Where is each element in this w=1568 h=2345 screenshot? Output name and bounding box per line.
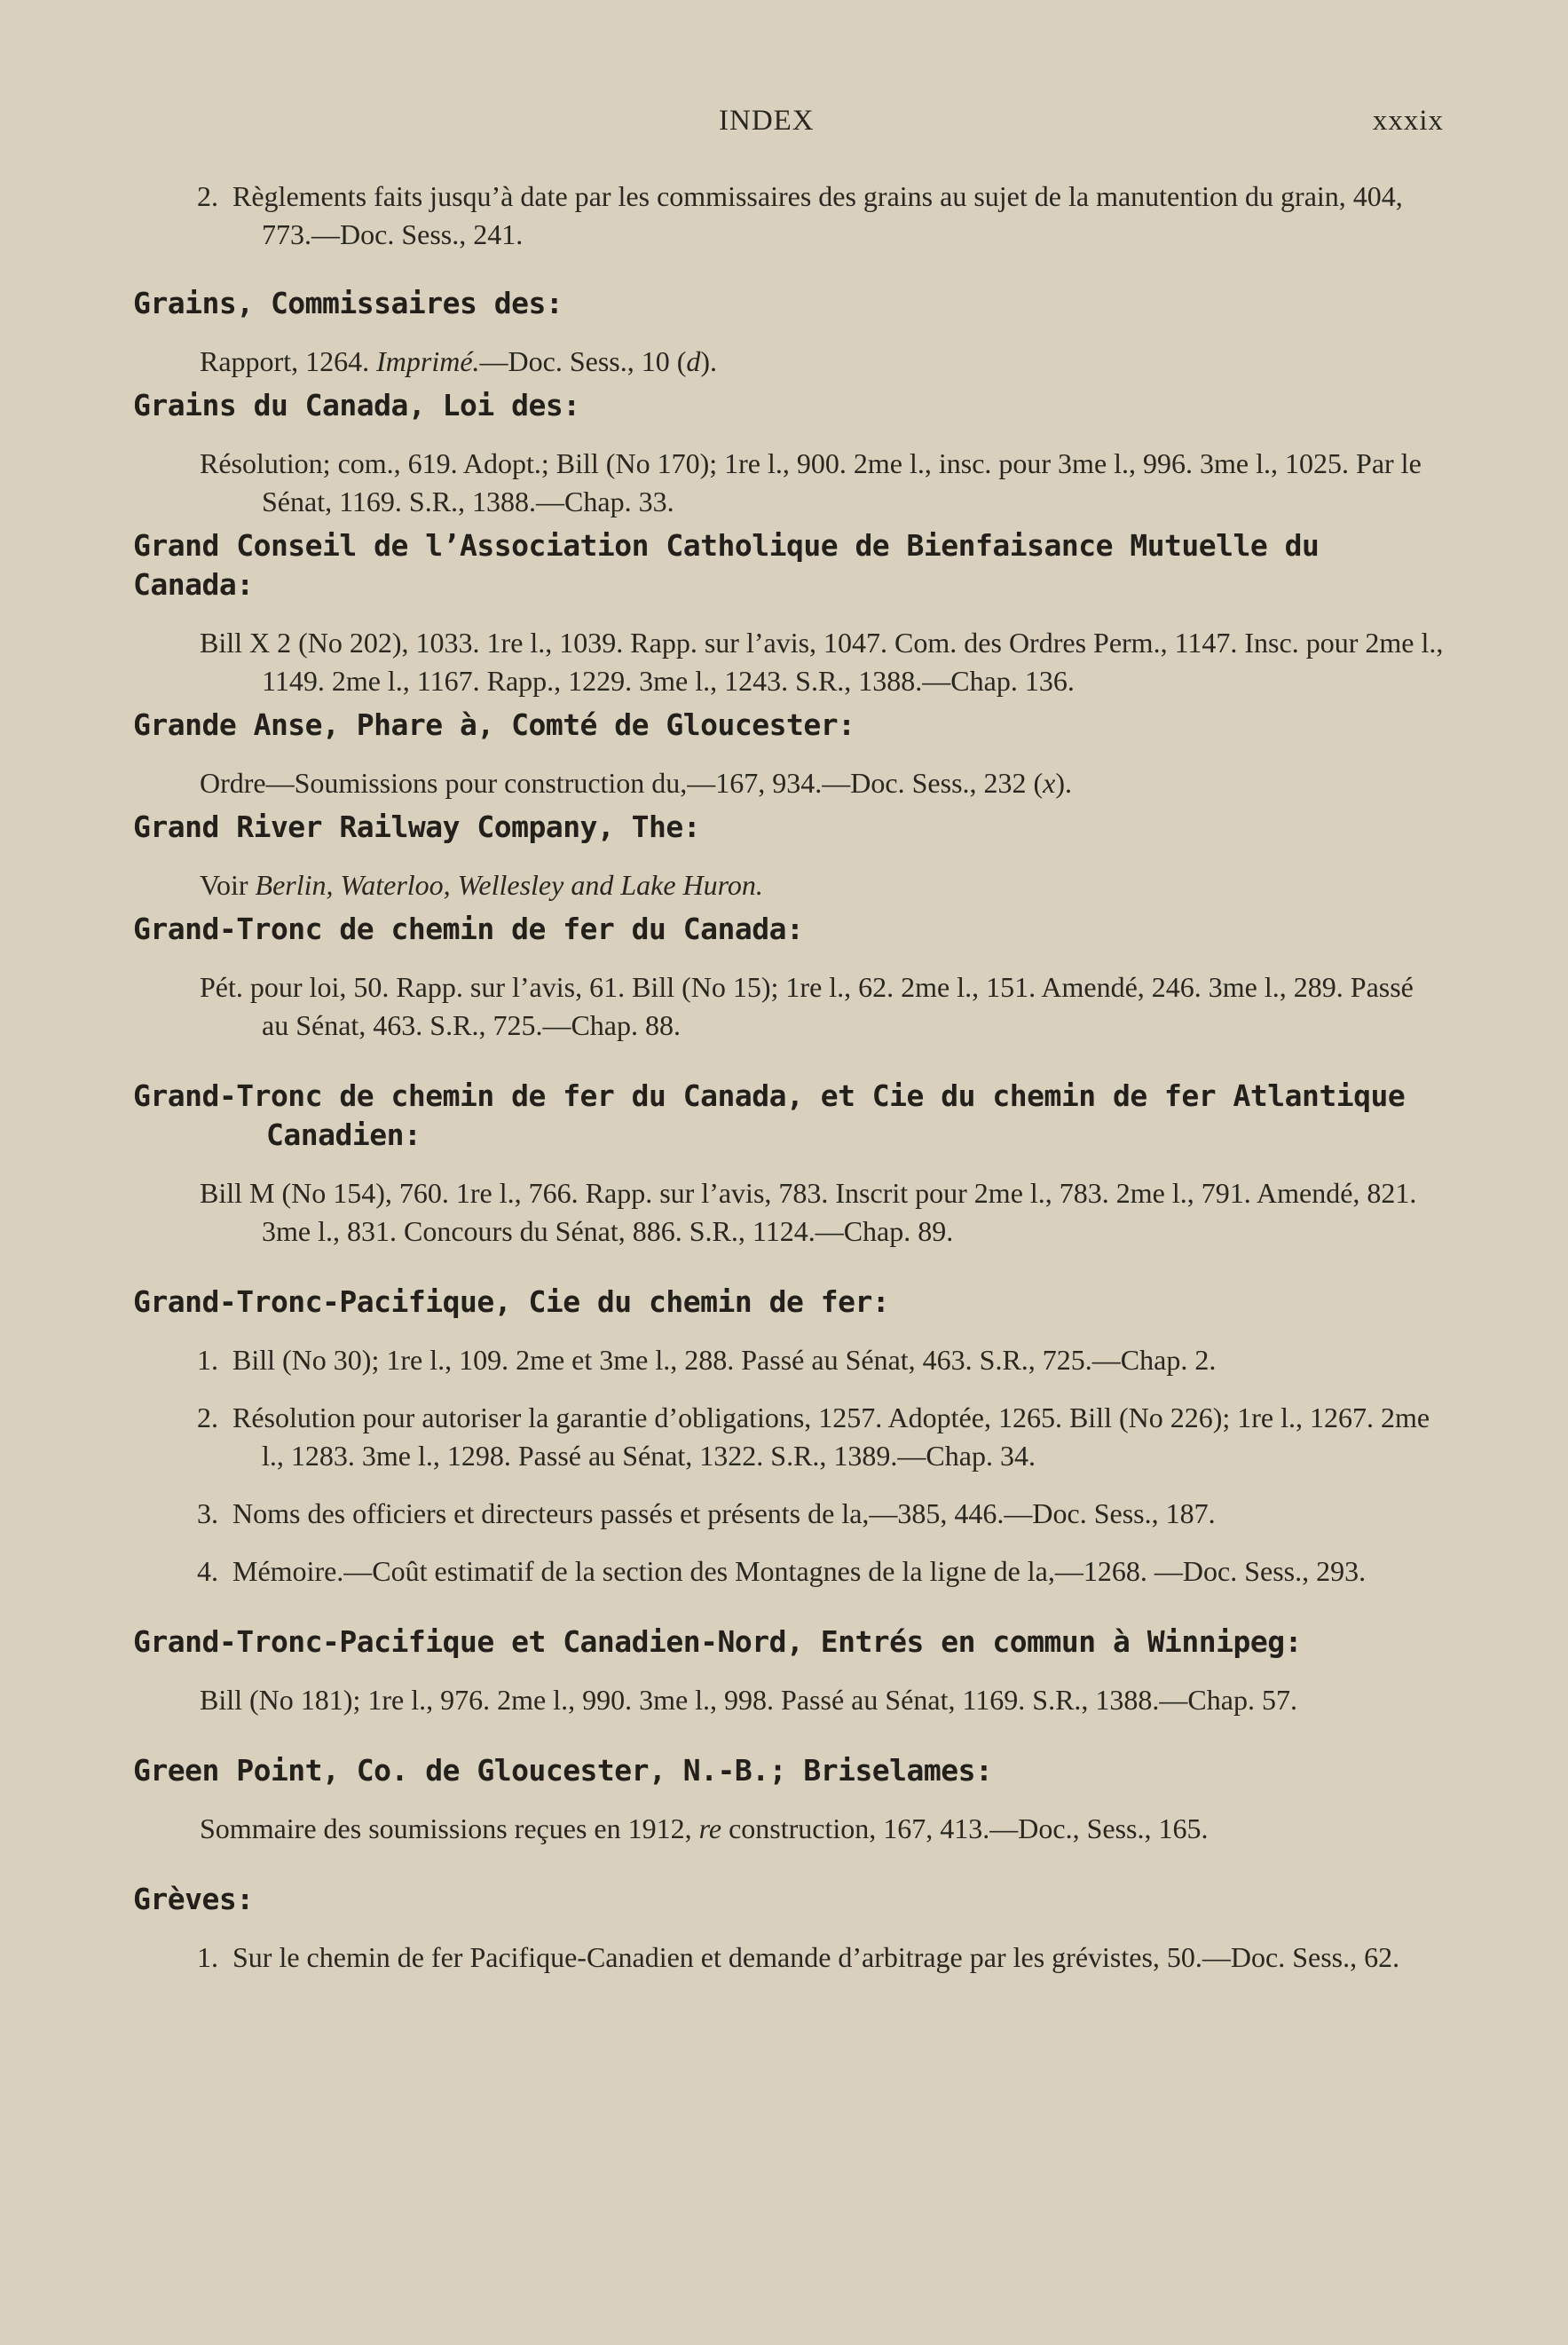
paragraph-text: Bill (No 30); 1re l., 109. 2me et 3me l., 288. Passé au Sénat, 463. S.R., 725.—Chap. 2. [232, 1344, 1217, 1376]
paragraph-text: Sur le chemin de fer Pacifique-Canadien et demande d’arbitrage par les grévistes, 50.—Doc. Sess., 62. [232, 1941, 1400, 1973]
running-header [133, 105, 1444, 140]
entry-paragraph [133, 1810, 1446, 1848]
index-content [133, 178, 1446, 1996]
entry-paragraph [133, 178, 1446, 254]
entry-heading: Grand-Tronc de chemin de fer du Canada: [133, 912, 804, 946]
paragraph-text: Noms des officiers et directeurs passés et présents de la,—385, 446.—Doc. Sess., 187. [232, 1497, 1216, 1529]
paragraph-text: Résolution pour autoriser la garantie d’obligations, 1257. Adoptée, 1265. Bill (No 226); 1re l., 1267. 2me l., 1283. 3me l., 1298. Passé au Sénat, 1322. S.R., 1389.—Chap. 34. [232, 1401, 1430, 1472]
entry-heading: Grande Anse, Phare à, Comté de Gloucester: [133, 707, 855, 742]
entry-paragraph: Bill (No 181); 1re l., 976. 2me l., 990. 3me l., 998. Passé au Sénat, 1169. S.R., 1388.—Chap. 57. [200, 1684, 1297, 1716]
paragraph-text: ). [700, 345, 718, 377]
index-entry [133, 808, 1446, 904]
entry-paragraph [133, 1341, 1446, 1379]
entry-paragraph [133, 1495, 1446, 1533]
italic-text: Imprimé. [376, 345, 480, 377]
item-number: 1. [197, 1344, 218, 1376]
entry-paragraph [133, 764, 1446, 802]
paragraph-text: Voir [200, 869, 256, 901]
paragraph-text: construction, 167, 413.—Doc., Sess., 165. [721, 1812, 1209, 1844]
index-entry [133, 178, 1446, 254]
entry-heading: Grand-Tronc-Pacifique et Canadien-Nord, Entrés en commun à Winnipeg: [133, 1624, 1303, 1659]
entry-heading: Grand River Railway Company, The: [133, 809, 701, 844]
entry-paragraph: Résolution; com., 619. Adopt.; Bill (No 170); 1re l., 900. 2me l., insc. pour 3me l., 996. 3me l., 1025. Par le Sénat, 1169. S.R., 1388.—Chap. 33. [200, 447, 1422, 517]
entry-heading: Grand Conseil de l’Association Catholique de Bienfaisance Mutuelle du Canada: [133, 528, 1320, 602]
item-number: 1. [197, 1941, 218, 1973]
entry-paragraph [133, 866, 1446, 904]
entry-heading: Green Point, Co. de Gloucester, N.-B.; Briselames: [133, 1753, 993, 1788]
index-entry [133, 1283, 1446, 1591]
entry-heading: Grand-Tronc de chemin de fer du Canada, et Cie du chemin de fer Atlantique Canadien: [133, 1078, 1406, 1152]
paragraph-text: Sommaire des soumissions reçues en 1912, [200, 1812, 699, 1844]
item-number: 2. [197, 180, 218, 212]
index-entry [133, 910, 1446, 1045]
index-entry [133, 284, 1446, 381]
index-entry [133, 706, 1446, 802]
index-entry [133, 1077, 1446, 1251]
italic-text: re [698, 1812, 722, 1844]
entry-heading: Grèves: [133, 1882, 254, 1916]
entry-paragraph [133, 1938, 1446, 1977]
italic-text: Berlin, Waterloo, Wellesley and Lake Huron. [255, 869, 763, 901]
entry-paragraph: Bill X 2 (No 202), 1033. 1re l., 1039. Rapp. sur l’avis, 1047. Com. des Ordres Perm., 1147. Insc. pour 2me l., 1149. 2me l., 1167. Rapp., 1229. 3me l., 1243. S.R., 1388.—Chap. 136. [200, 627, 1444, 697]
entry-paragraph: Bill M (No 154), 760. 1re l., 766. Rapp. sur l’avis, 783. Inscrit pour 2me l., 783. 2me l., 791. Amendé, 821. 3me l., 831. Concours du Sénat, 886. S.R., 1124.—Chap. 89. [200, 1177, 1417, 1247]
italic-text: x [1043, 767, 1056, 799]
index-entry [133, 1880, 1446, 1977]
entry-heading: Grand-Tronc-Pacifique, Cie du chemin de fer: [133, 1284, 890, 1319]
index-entry [133, 1751, 1446, 1848]
entry-heading: Grains du Canada, Loi des: [133, 388, 580, 422]
paragraph-text: Rapport, 1264. [200, 345, 377, 377]
item-number: 4. [197, 1555, 218, 1587]
item-number: 3. [197, 1497, 218, 1529]
page-number: xxxix [1372, 105, 1444, 137]
italic-text: d [686, 345, 701, 377]
entry-paragraph [133, 1552, 1446, 1591]
running-title: INDEX [719, 105, 815, 137]
item-number: 2. [197, 1401, 218, 1433]
paragraph-text: ). [1055, 767, 1073, 799]
paragraph-text: Règlements faits jusqu’à date par les commissaires des grains au sujet de la manutention du grain, 404, 773.—Doc. Sess., 241. [232, 180, 1403, 250]
index-entry [133, 1623, 1446, 1719]
paragraph-text: —Doc. Sess., 10 ( [479, 345, 687, 377]
paragraph-text: Mémoire.—Coût estimatif de la section des Montagnes de la ligne de la,—1268. —Doc. Sess., 293. [232, 1555, 1367, 1587]
entry-heading: Grains, Commissaires des: [133, 286, 563, 320]
index-entry [133, 526, 1446, 700]
entry-paragraph [133, 343, 1446, 381]
entry-paragraph [133, 1399, 1446, 1475]
index-entry [133, 386, 1446, 521]
paragraph-text: Ordre—Soumissions pour construction du,—167, 934.—Doc. Sess., 232 ( [200, 767, 1044, 799]
entry-paragraph: Pét. pour loi, 50. Rapp. sur l’avis, 61. Bill (No 15); 1re l., 62. 2me l., 151. Amendé, 246. 3me l., 289. Passé au Sénat, 463. S.R., 725.—Chap. 88. [200, 971, 1414, 1041]
